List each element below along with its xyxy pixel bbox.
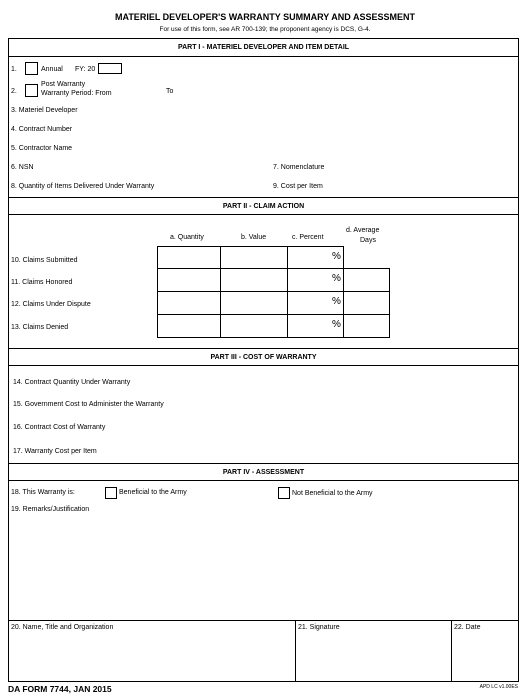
- government-cost-label: 15. Government Cost to Administer the Warranty: [13, 401, 164, 408]
- grid-line: [157, 246, 343, 247]
- remarks-textarea[interactable]: [9, 515, 518, 619]
- materiel-developer-label: 3. Materiel Developer: [11, 107, 78, 114]
- beneficial-checkbox[interactable]: [105, 487, 117, 499]
- part3-heading: PART III - COST OF WARRANTY: [210, 354, 317, 361]
- warranty-cost-per-item-label: 17. Warranty Cost per Item: [13, 448, 97, 455]
- item1-number: 1.: [11, 66, 17, 73]
- remarks-label: 19. Remarks/Justification: [11, 506, 90, 513]
- signature-field[interactable]: [296, 633, 450, 680]
- claims-denied-label: 13. Claims Denied: [11, 324, 69, 331]
- contract-number-label: 4. Contract Number: [11, 126, 73, 133]
- not-beneficial-label: Not Beneficial to the Army: [292, 490, 373, 497]
- frame-bottom: [8, 681, 519, 682]
- not-beneficial-checkbox[interactable]: [278, 487, 290, 499]
- contract-quantity-label: 14. Contract Quantity Under Warranty: [13, 379, 131, 386]
- percent-column-header: c. Percent: [292, 234, 324, 241]
- divider: [8, 463, 519, 464]
- average-days-column-header-2: Days: [360, 237, 376, 244]
- percent-symbol: %: [332, 296, 341, 307]
- item2-number: 2.: [11, 88, 17, 95]
- part2-heading: PART II - CLAIM ACTION: [222, 203, 305, 210]
- divider: [8, 365, 519, 366]
- warranty-assessment-label: 18. This Warranty is:: [11, 489, 75, 496]
- grid-line: [287, 246, 288, 338]
- contractor-name-label: 5. Contractor Name: [11, 145, 73, 152]
- name-title-org-label: 20. Name, Title and Organization: [11, 624, 114, 631]
- average-days-column-header: d. Average: [346, 227, 380, 234]
- quantity-delivered-label: 8. Quantity of Items Delivered Under Warranty: [11, 183, 155, 190]
- divider: [8, 56, 519, 57]
- grid-line: [157, 268, 389, 269]
- name-title-org-field[interactable]: [9, 633, 294, 680]
- contract-cost-label: 16. Contract Cost of Warranty: [13, 424, 106, 431]
- fy-input[interactable]: [98, 63, 122, 74]
- form-subtitle: For use of this form, see AR 700-139; the proponent agency is DCS, G-4.: [159, 26, 371, 33]
- grid-line: [157, 291, 389, 292]
- divider: [8, 214, 519, 215]
- divider: [8, 197, 519, 198]
- form-number: DA FORM 7744, JAN 2015: [8, 684, 112, 694]
- percent-symbol: %: [332, 251, 341, 262]
- part1-heading: PART I - MATERIEL DEVELOPER AND ITEM DETAIL: [177, 44, 350, 51]
- warranty-period-to-label: To: [166, 88, 174, 95]
- claims-honored-label: 11. Claims Honored: [11, 279, 73, 286]
- percent-symbol: %: [332, 273, 341, 284]
- grid-line: [343, 246, 344, 338]
- form-title: MATERIEL DEVELOPER'S WARRANTY SUMMARY AND ASSESSMENT: [114, 12, 415, 22]
- claims-submitted-label: 10. Claims Submitted: [11, 257, 78, 264]
- grid-line: [157, 314, 389, 315]
- nsn-label: 6. NSN: [11, 164, 34, 171]
- warranty-period-from-label: Warranty Period: From: [41, 90, 112, 97]
- cost-per-item-label: 9. Cost per Item: [273, 183, 323, 190]
- grid-line: [157, 337, 389, 338]
- annual-checkbox[interactable]: [25, 62, 38, 75]
- frame-top: [8, 38, 519, 39]
- percent-symbol: %: [332, 319, 341, 330]
- value-column-header: b. Value: [241, 234, 267, 241]
- beneficial-label: Beneficial to the Army: [119, 489, 187, 496]
- divider: [8, 620, 519, 621]
- grid-line: [389, 268, 390, 338]
- post-warranty-label: Post Warranty: [41, 81, 86, 88]
- divider: [8, 480, 519, 481]
- fy-label: FY: 20: [75, 66, 96, 73]
- post-warranty-checkbox[interactable]: [25, 84, 38, 97]
- quantity-column-header: a. Quantity: [170, 234, 204, 241]
- date-label: 22. Date: [454, 624, 481, 631]
- nomenclature-label: 7. Nomenclature: [273, 164, 325, 171]
- part4-heading: PART IV - ASSESSMENT: [222, 469, 305, 476]
- divider: [8, 348, 519, 349]
- signature-label: 21. Signature: [298, 624, 340, 631]
- grid-line: [157, 246, 158, 338]
- date-field[interactable]: [452, 633, 517, 680]
- grid-line: [220, 246, 221, 338]
- form-version: APD LC v1.00ES: [479, 684, 518, 690]
- annual-label: Annual: [41, 66, 63, 73]
- claims-under-dispute-label: 12. Claims Under Dispute: [11, 301, 91, 308]
